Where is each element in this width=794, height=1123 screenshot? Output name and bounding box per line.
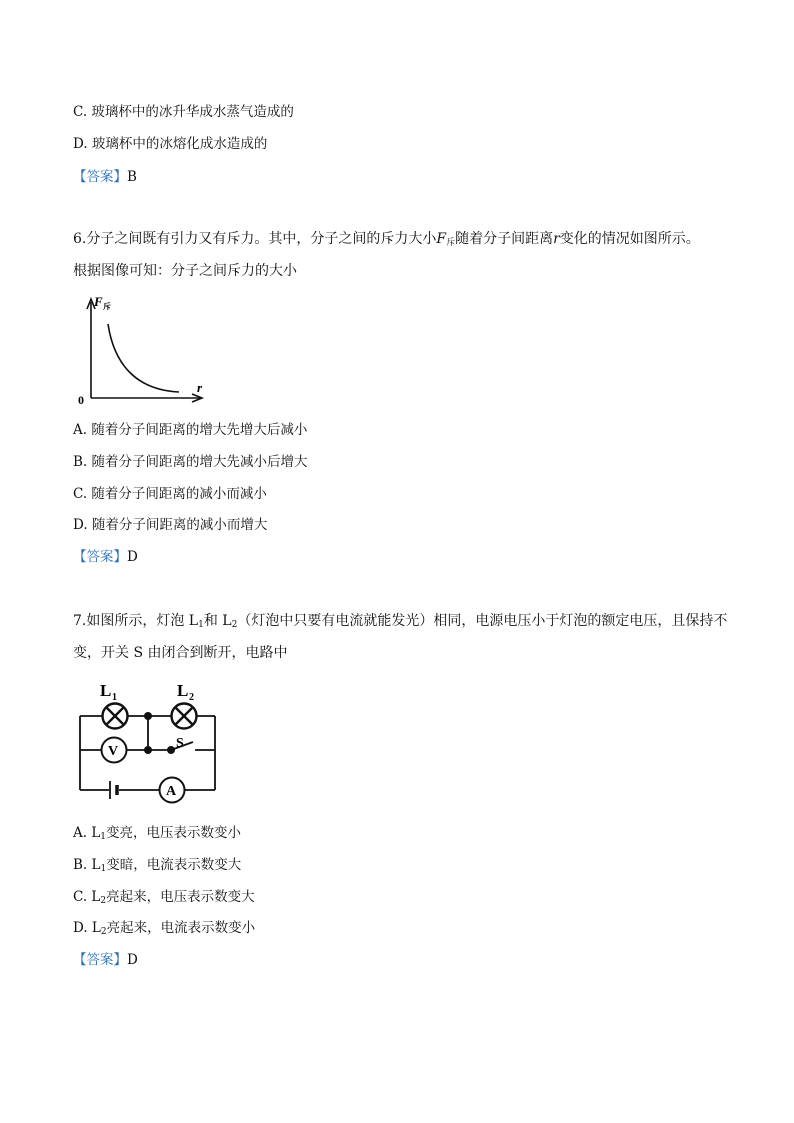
ammeter-label: A [166,784,177,799]
origin-label: 0 [78,393,84,407]
lamp-l1-label: L [100,681,112,700]
voltmeter-label: V [108,744,119,759]
y-axis-subscript: 斥 [103,302,111,311]
distance-symbol: r [553,231,560,247]
option-text: D. L [73,920,101,936]
answer-value: B [127,169,137,185]
q6-answer [73,548,138,566]
force-distance-graph [76,294,216,410]
option-text: A. L [73,825,101,841]
lamp-l2-subscript: 2 [189,692,194,703]
q7-stem-line1 [73,612,727,634]
q6-stem-line2: 根据图像可知：分子之间斥力的大小 [73,263,297,279]
lamp-l2-icon [172,704,197,729]
l2-subscript: 2 [231,620,238,630]
force-subscript: 斥 [446,238,456,248]
answer-label: 【答案】 [73,549,127,565]
lamp-l1-subscript: 1 [112,692,117,703]
circuit-diagram [75,678,220,806]
q5-answer [73,168,137,186]
lamp-l1-icon [103,704,128,729]
q6-option-a: A. 随着分子间距离的增大先增大后减小 [73,422,308,438]
option-subscript: 1 [100,832,107,842]
q7-option-c [73,888,255,910]
option-text-2: 变亮，电压表示数变小 [106,825,242,841]
x-axis-label: r [197,380,203,395]
q6-stem-text-3: 变化的情况如图所示。 [559,231,700,247]
option-text: C. L [73,889,101,905]
answer-value: D [127,952,138,968]
option-subscript: 1 [100,864,107,874]
answer-label: 【答案】 [73,952,127,968]
repulsion-curve [108,324,179,392]
switch-label: S [176,736,184,751]
lamp-l2-label: L [177,681,189,700]
option-text: B. L [73,857,101,873]
q5-option-d: D. 玻璃杯中的冰熔化成水造成的 [73,136,268,152]
q7-stem-text: 7.如图所示，灯泡 L [73,613,199,629]
q7-stem-text-3: （灯泡中只要有电流就能发光）相同，电源电压小于灯泡的额定电压，且保持不 [237,613,728,629]
q7-stem-line2: 变，开关 S 由闭合到断开，电路中 [73,645,288,661]
q6-stem-text-2: 随着分子间距离 [455,231,554,247]
option-text-2: 亮起来，电压表示数变大 [106,889,255,905]
option-text-2: 变暗，电流表示数变大 [106,857,242,873]
answer-value: D [127,549,138,565]
y-axis-label: F [94,294,103,309]
q7-answer [73,951,138,969]
option-subscript: 2 [100,927,107,937]
q6-stem-text: 6.分子之间既有引力又有斥力。其中，分子之间的斥力大小 [73,231,437,247]
q6-option-b: B. 随着分子间距离的增大先减小后增大 [73,454,308,470]
q6-option-d: D. 随着分子间距离的减小而增大 [73,517,268,533]
q7-option-a [73,824,241,846]
force-symbol: F [436,231,447,247]
q7-stem-text-2: 和 L [203,613,232,629]
q7-option-d [73,919,255,941]
answer-label: 【答案】 [73,169,127,185]
option-text-2: 亮起来，电流表示数变小 [106,920,256,936]
q6-option-c: C. 随着分子间距离的减小而减小 [73,486,267,502]
q6-stem-line1 [73,230,700,252]
option-subscript: 2 [100,896,107,906]
q5-option-c: C. 玻璃杯中的冰升华成水蒸气造成的 [73,104,294,120]
l1-subscript: 1 [198,620,204,630]
q7-option-b [73,856,241,878]
